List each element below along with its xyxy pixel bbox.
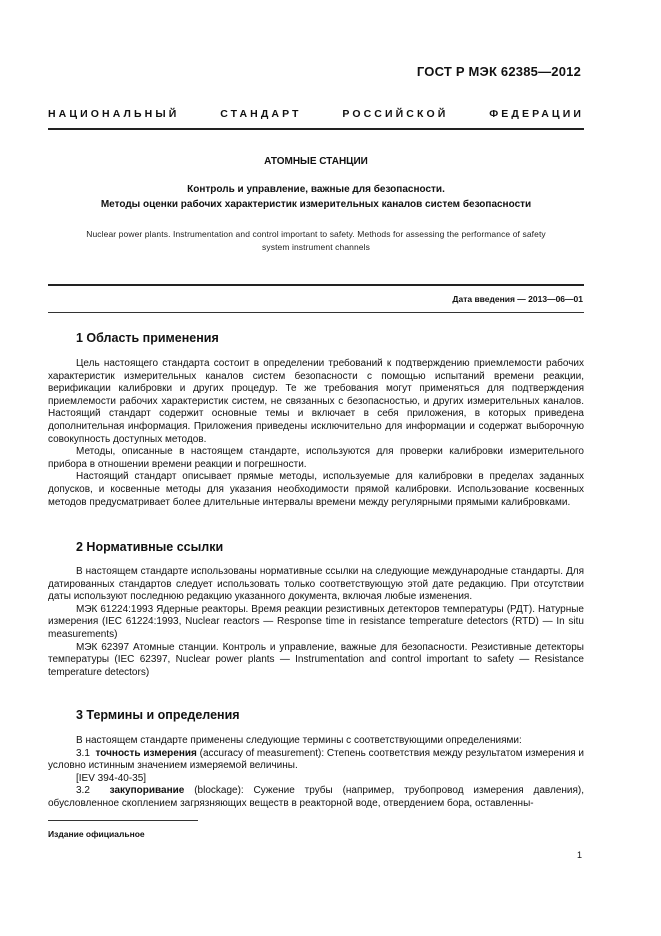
section-1-paragraph: Методы, описанные в настоящем стандарте, используются для проверки калибровки измерительного прибора в отношении времени реакции и погрешности. (48, 446, 584, 470)
title-subtitle (48, 182, 584, 212)
title-english-line2: system instrument channels (262, 242, 370, 252)
section-1-paragraph: Цель настоящего стандарта состоит в определении требований к подтверждению приемлемости рабочих характеристик измерительных каналов систем безопасности с помощью испытаний времени реакции, верификации калибровки и других процедур. Те же требования могут применяться для подтверждения приемлемости рабочих характеристик систем, не связанных с безопасностью, и других измерительных каналов. Настоящий стандарт содержит основные темы и включает в себя приложения, в которых приведена дополнительная информация. Приложения приведены исключительно для информации и содержат выборочную совокупность доступных методов. (48, 358, 584, 445)
term-3-2 (48, 785, 584, 810)
section-2-heading: 2 Нормативные ссылки (76, 540, 224, 554)
date-rule (48, 312, 584, 313)
term-3-2-number: 3.2 (76, 785, 90, 797)
section-2-paragraph: МЭК 62397 Атомные станции. Контроль и управление, важные для безопасности. Резистивные детекторы температуры (IEC 62397, Nuclear power plants — Instrumentation and control important to safety — Resistance temperature detectors) (48, 641, 584, 678)
section-2-paragraph: В настоящем стандарте использованы нормативные ссылки на следующие международные стандарты. Для датированных стандартов следует использовать только соответствующую этой дате редакцию. При отсутствии даты используют последнюю редакцию указанного документа, включая любые изменения. (48, 566, 584, 603)
term-3-1-reference: [IEV 394-40-35] (76, 772, 147, 784)
term-3-2-definition: (blockage): Сужение трубы (например, трубопровод измерения давления), обусловленное скоплением загрязняющих веществ в реакторной воде, отвердением бора, оставленны- (48, 785, 585, 809)
title-subtitle-line1: Контроль и управление, важные для безопасности. (187, 184, 445, 195)
title-subtitle-line2: Методы оценки рабочих характеристик измерительных каналов систем безопасности (100, 199, 532, 210)
introduction-date: Дата введения — 2013—06—01 (452, 294, 583, 304)
section-2-body (48, 566, 584, 679)
title-english (48, 228, 584, 254)
header-rule (48, 128, 584, 130)
document-code: ГОСТ Р МЭК 62385—2012 (416, 64, 581, 79)
section-2-paragraph: МЭК 61224:1993 Ядерные реакторы. Время реакции резистивных детекторов температуры (РДТ). Натурные измерения (IEC 61224:1993, Nuclear reactors — Response time in resistance temperature detectors (RTD) — In situ measurements) (48, 603, 584, 640)
term-3-2-term: закупоривание (109, 785, 185, 797)
section-3-paragraph: В настоящем стандарте применены следующие термины с соответствующими определениями: (76, 735, 522, 746)
term-3-1-term: точность измерения (95, 747, 197, 759)
section-3-body (48, 735, 584, 811)
page-number: 1 (577, 850, 583, 860)
national-standard-banner: НАЦИОНАЛЬНЫЙ СТАНДАРТ РОССИЙСКОЙ ФЕДЕРАЦИИ (48, 108, 584, 120)
title-english-line1: Nuclear power plants. Instrumentation and control important to safety. Methods for assessing the performance of safety (86, 229, 546, 239)
section-3-heading: 3 Термины и определения (76, 708, 240, 722)
term-3-1-definition: (accuracy of measurement): Степень соответствия между результатом измерения и условно истинным значением измеряемой величины. (48, 747, 585, 772)
section-1-heading: 1 Область применения (76, 331, 219, 345)
section-1-body (48, 358, 584, 509)
term-3-1 (48, 748, 584, 773)
title-bottom-rule (48, 284, 584, 286)
term-3-1-number: 3.1 (76, 747, 90, 759)
footer-rule (48, 820, 198, 821)
title-main: АТОМНЫЕ СТАНЦИИ (264, 156, 368, 167)
official-edition-note: Издание официальное (48, 829, 145, 839)
section-1-paragraph: Настоящий стандарт описывает прямые методы, используемые для калибровки в пределах заданных допусков, и косвенные методы для указания необходимости прямой калибровки. Использование косвенных методов предусматривает более длительные интервалы времени между регулярными прямыми калибровками. (48, 471, 584, 508)
